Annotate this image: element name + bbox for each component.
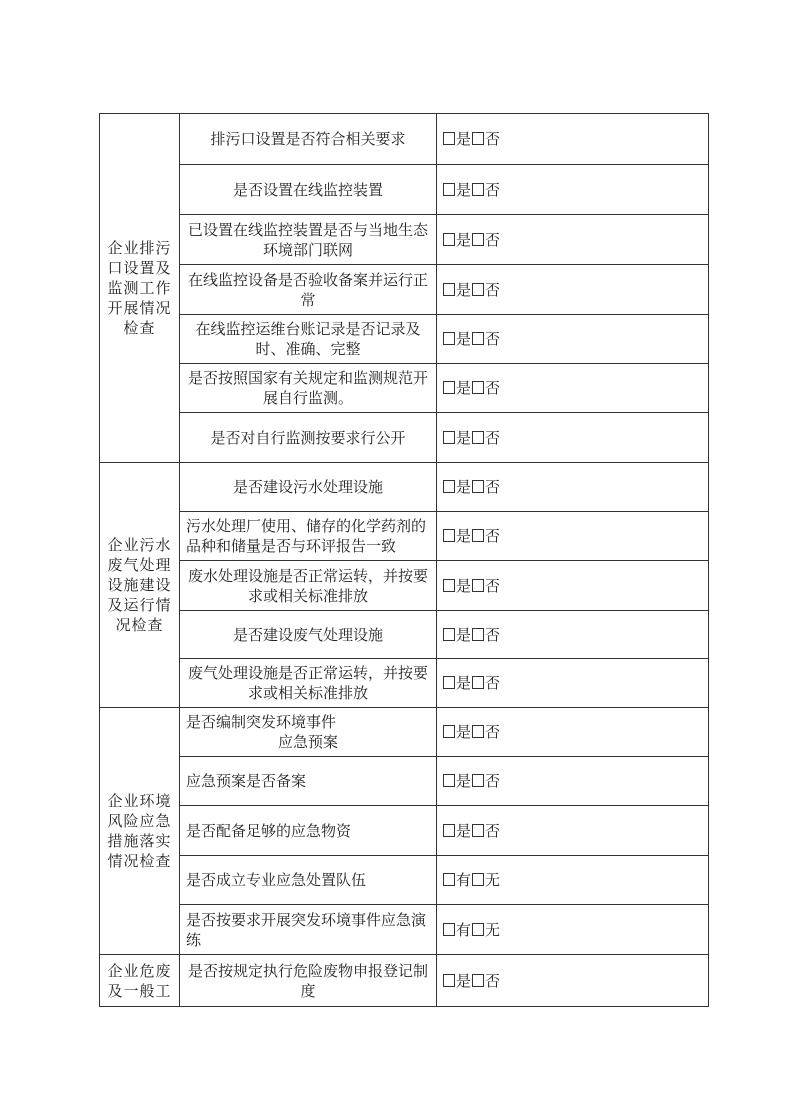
answer-options: 是 否 — [437, 364, 709, 413]
answer-options: 是 否 — [437, 806, 709, 856]
checkbox[interactable] — [472, 183, 484, 196]
table-row — [100, 659, 709, 708]
table-row — [100, 905, 709, 955]
section-title: 企业污水废气处理设施建设及运行情况检查 — [100, 463, 180, 708]
check-item: 是否按照国家有关规定和监测规范开展自行监测。 — [180, 364, 437, 413]
answer-options: 是 否 — [437, 561, 709, 611]
checkbox[interactable] — [443, 774, 455, 787]
answer-options: 是 否 — [437, 757, 709, 806]
table-row — [100, 611, 709, 659]
checkbox[interactable] — [443, 824, 455, 837]
checkbox[interactable] — [472, 480, 484, 493]
check-item: 在线监控运维台账记录是否记录及时、准确、完整 — [180, 315, 437, 364]
answer-options: 是 否 — [437, 265, 709, 315]
check-item: 应急预案是否备案 — [180, 757, 437, 806]
table-row — [100, 512, 709, 561]
table-row — [100, 561, 709, 611]
table-row — [100, 856, 709, 905]
answer-options: 有 无 — [437, 856, 709, 905]
checkbox[interactable] — [443, 725, 455, 738]
check-item: 废气处理设施是否正常运转，并按要求或相关标准排放 — [180, 659, 437, 708]
answer-options: 是 否 — [437, 215, 709, 265]
answer-options: 是 否 — [437, 315, 709, 364]
table-row — [100, 165, 709, 215]
checkbox[interactable] — [443, 332, 455, 345]
table-row — [100, 955, 709, 1007]
check-item: 是否建设污水处理设施 — [180, 463, 437, 512]
check-item: 是否按要求开展突发环境事件应急演练 — [180, 905, 437, 955]
answer-options: 是 否 — [437, 114, 709, 165]
checkbox[interactable] — [472, 381, 484, 394]
checkbox[interactable] — [443, 579, 455, 592]
check-item: 在线监控设备是否验收备案并运行正常 — [180, 265, 437, 315]
check-item: 是否成立专业应急处置队伍 — [180, 856, 437, 905]
checkbox[interactable] — [472, 774, 484, 787]
checkbox[interactable] — [443, 676, 455, 689]
checkbox[interactable] — [443, 480, 455, 493]
checkbox[interactable] — [472, 725, 484, 738]
checkbox[interactable] — [443, 233, 455, 246]
checkbox[interactable] — [443, 283, 455, 296]
table-row — [100, 114, 709, 165]
checkbox[interactable] — [472, 923, 484, 936]
checkbox[interactable] — [472, 873, 484, 886]
check-item: 是否配备足够的应急物资 — [180, 806, 437, 856]
section-title: 企业危废及一般工 — [100, 955, 180, 1007]
check-item: 已设置在线监控装置是否与当地生态环境部门联网 — [180, 215, 437, 265]
table-row — [100, 708, 709, 757]
checkbox[interactable] — [472, 233, 484, 246]
checkbox[interactable] — [443, 974, 455, 987]
table-row — [100, 315, 709, 364]
check-item: 是否设置在线监控装置 — [180, 165, 437, 215]
table-row — [100, 265, 709, 315]
answer-options: 是 否 — [437, 611, 709, 659]
checkbox[interactable] — [443, 529, 455, 542]
section-title: 企业排污口设置及监测工作开展情况检查 — [100, 114, 180, 463]
checkbox[interactable] — [472, 332, 484, 345]
table-row — [100, 463, 709, 512]
table-row — [100, 413, 709, 463]
check-item: 废水处理设施是否正常运转，并按要求或相关标准排放 — [180, 561, 437, 611]
answer-options: 是 否 — [437, 165, 709, 215]
table-row — [100, 757, 709, 806]
answer-options: 是 否 — [437, 955, 709, 1007]
check-item: 排污口设置是否符合相关要求 — [180, 114, 437, 165]
checkbox[interactable] — [472, 824, 484, 837]
answer-options: 是 否 — [437, 659, 709, 708]
inspection-table — [99, 113, 709, 1007]
checkbox[interactable] — [472, 579, 484, 592]
checkbox[interactable] — [443, 132, 455, 145]
checkbox[interactable] — [443, 873, 455, 886]
check-item: 是否建设废气处理设施 — [180, 611, 437, 659]
checkbox[interactable] — [472, 283, 484, 296]
checkbox[interactable] — [443, 431, 455, 444]
checkbox[interactable] — [443, 628, 455, 641]
checkbox[interactable] — [472, 529, 484, 542]
answer-options: 是 否 — [437, 512, 709, 561]
answer-options: 是 否 — [437, 463, 709, 512]
answer-options: 有 无 — [437, 905, 709, 955]
checkbox[interactable] — [472, 974, 484, 987]
table-row — [100, 806, 709, 856]
check-item: 污水处理厂使用、储存的化学药剂的品种和储量是否与环评报告一致 — [180, 512, 437, 561]
section-title: 企业环境风险应急措施落实情况检查 — [100, 708, 180, 955]
checkbox[interactable] — [472, 628, 484, 641]
checkbox[interactable] — [443, 923, 455, 936]
checkbox[interactable] — [472, 431, 484, 444]
check-item: 是否编制突发环境事件 应急预案 — [180, 708, 437, 757]
check-item: 是否对自行监测按要求行公开 — [180, 413, 437, 463]
table-row — [100, 215, 709, 265]
answer-options: 是 否 — [437, 413, 709, 463]
checkbox[interactable] — [443, 183, 455, 196]
checkbox[interactable] — [472, 132, 484, 145]
checkbox[interactable] — [472, 676, 484, 689]
checkbox[interactable] — [443, 381, 455, 394]
table-row — [100, 364, 709, 413]
answer-options: 是 否 — [437, 708, 709, 757]
check-item: 是否按规定执行危险废物申报登记制度 — [180, 955, 437, 1007]
